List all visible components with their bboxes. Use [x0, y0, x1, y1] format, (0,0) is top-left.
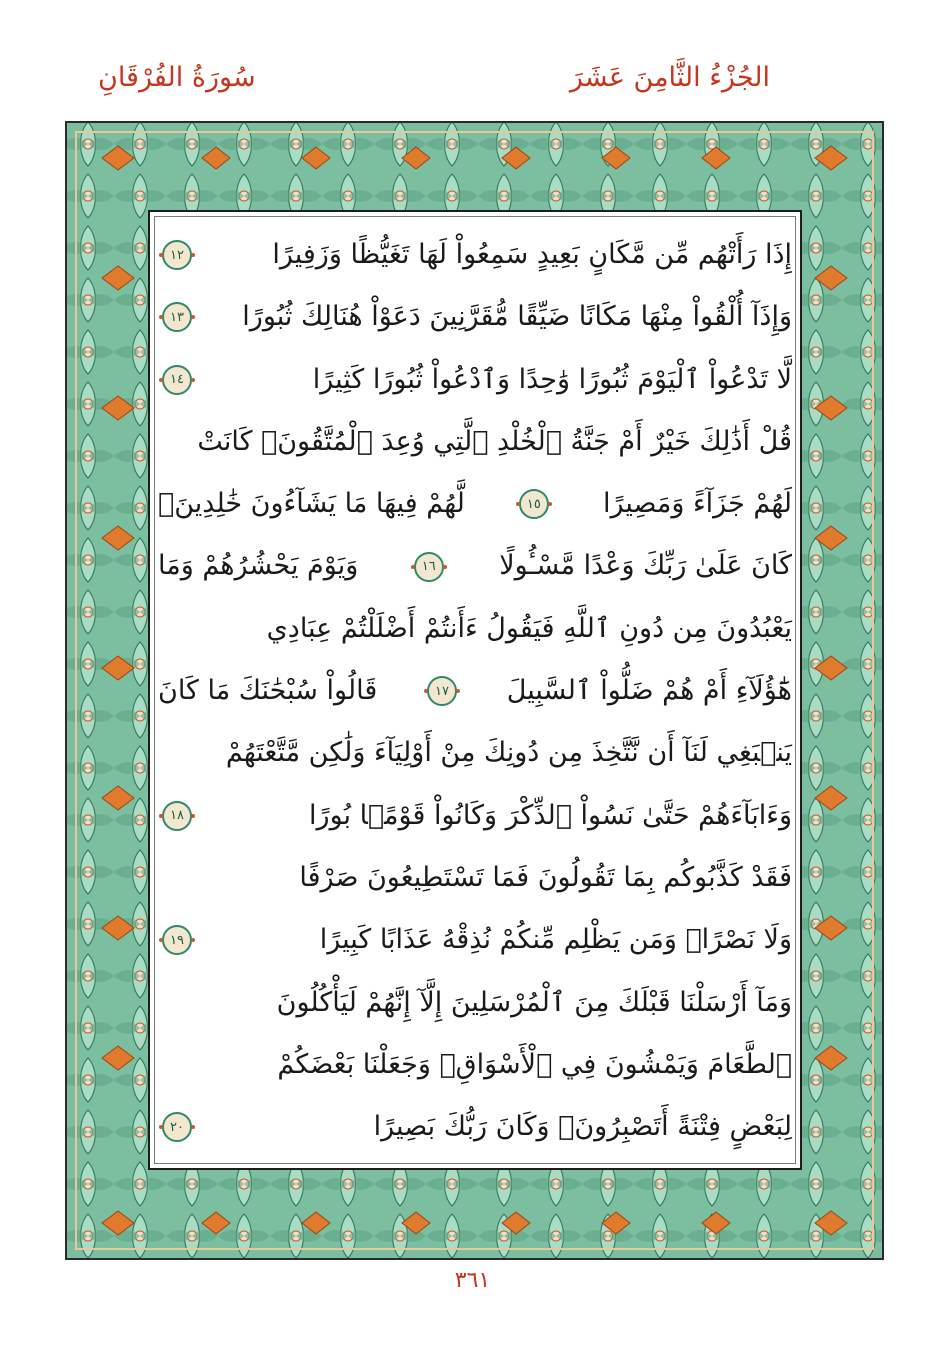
text-line-8	[158, 660, 792, 722]
line-5-text-a: لَهُمْ جَزَآءً وَمَصِيرًا	[602, 488, 792, 520]
line-8-text-b: قَالُواْ سُبْحَٰنَكَ مَا كَانَ	[158, 675, 378, 707]
line-7-text: يَعْبُدُونَ مِن دُونِ ٱللَّهِ فَيَقُولُ ءَأَنتُمْ أَضْلَلْتُمْ عِبَادِي	[266, 612, 792, 644]
line-12-text: وَلَا نَصْرًاۚ وَمَن يَظْلِم مِّنكُمْ نُذِقْهُ عَذَابًا كَبِيرًا	[319, 924, 792, 956]
line-4-text: قُلْ أَذَٰلِكَ خَيْرٌ أَمْ جَنَّةُ ٱلْخُلْدِ ٱلَّتِي وُعِدَ ٱلْمُتَّقُونَۚ كَانَتْ	[197, 425, 792, 457]
text-line-1	[158, 224, 792, 286]
line-1-text: إِذَا رَأَتْهُم مِّن مَّكَانٍ بَعِيدٍ سَمِعُواْ لَهَا تَغَيُّظًا وَزَفِيرًا	[272, 239, 792, 270]
page-number: ٣٦١	[454, 1268, 491, 1293]
line-3-text: لَّا تَدْعُواْ ٱلْيَوْمَ ثُبُورًا وَٰحِدًا وَٱدْعُواْ ثُبُورًا كَثِيرًا	[312, 363, 792, 395]
line-5-text-b: لَّهُمْ فِيهَا مَا يَشَآءُونَ خَٰلِدِينَۚ	[158, 488, 465, 520]
text-line-4	[158, 411, 792, 473]
line-9-text: يَنۢبَغِي لَنَآ أَن نَّتَّخِذَ مِن دُونِكَ مِنْ أَوْلِيَآءَ وَلَٰكِن مَّتَّعْتَهُمْ	[225, 737, 792, 769]
text-line-7	[158, 598, 792, 660]
ayah-marker-20: ٢٠	[162, 1112, 192, 1142]
line-8-text-a: هَٰٓؤُلَآءِ أَمْ هُمْ ضَلُّواْ ٱلسَّبِيلَ	[506, 675, 792, 707]
text-line-11	[158, 847, 792, 909]
ayah-marker-12: ١٢	[162, 240, 192, 270]
text-line-6	[158, 535, 792, 597]
text-line-2	[158, 286, 792, 348]
text-line-15	[158, 1096, 792, 1158]
ayah-marker-13: ١٣	[162, 302, 192, 332]
text-line-5	[158, 473, 792, 535]
surah-name: سُورَةُ الفُرْقَانِ	[98, 62, 256, 93]
text-line-10	[158, 785, 792, 847]
ayah-marker-14: ١٤	[162, 365, 192, 395]
text-line-12	[158, 909, 792, 971]
text-line-13	[158, 972, 792, 1034]
line-14-text: ٱلطَّعَامَ وَيَمْشُونَ فِي ٱلْأَسْوَاقِۗ وَجَعَلْنَا بَعْضَكُمْ	[277, 1048, 792, 1080]
juz-name: الجُزْءُ الثَّامِنَ عَشَرَ	[569, 62, 770, 93]
text-line-9	[158, 722, 792, 784]
ayah-marker-19: ١٩	[162, 925, 192, 955]
line-2-text: وَإِذَآ أُلْقُواْ مِنْهَا مَكَانًا ضَيِّقًا مُّقَرَّنِينَ دَعَوْاْ هُنَالِكَ ثُبُورًا	[242, 301, 792, 333]
ayah-marker-15: ١٥	[519, 489, 549, 519]
ayah-marker-16: ١٦	[414, 552, 444, 582]
quran-text	[158, 224, 792, 1158]
text-line-3	[158, 349, 792, 411]
ayah-marker-18: ١٨	[162, 801, 192, 831]
line-15-text: لِبَعْضٍ فِتْنَةً أَتَصْبِرُونَۗ وَكَانَ رَبُّكَ بَصِيرًا	[373, 1111, 792, 1143]
line-10-text: وَءَابَآءَهُمْ حَتَّىٰ نَسُواْ ٱلذِّكْرَ وَكَانُواْ قَوْمًۢا بُورًا	[309, 799, 792, 831]
line-13-text: وَمَآ أَرْسَلْنَا قَبْلَكَ مِنَ ٱلْمُرْسَلِينَ إِلَّآ إِنَّهُمْ لَيَأْكُلُونَ	[276, 986, 792, 1018]
line-6-text-a: كَانَ عَلَىٰ رَبِّكَ وَعْدًا مَّسْـُٔولًا	[499, 550, 792, 582]
text-line-14	[158, 1034, 792, 1096]
ayah-marker-17: ١٧	[427, 676, 457, 706]
line-11-text: فَقَدْ كَذَّبُوكُم بِمَا تَقُولُونَ فَمَا تَسْتَطِيعُونَ صَرْفًا	[299, 861, 792, 893]
line-6-text-b: وَيَوْمَ يَحْشُرُهُمْ وَمَا	[158, 550, 359, 582]
